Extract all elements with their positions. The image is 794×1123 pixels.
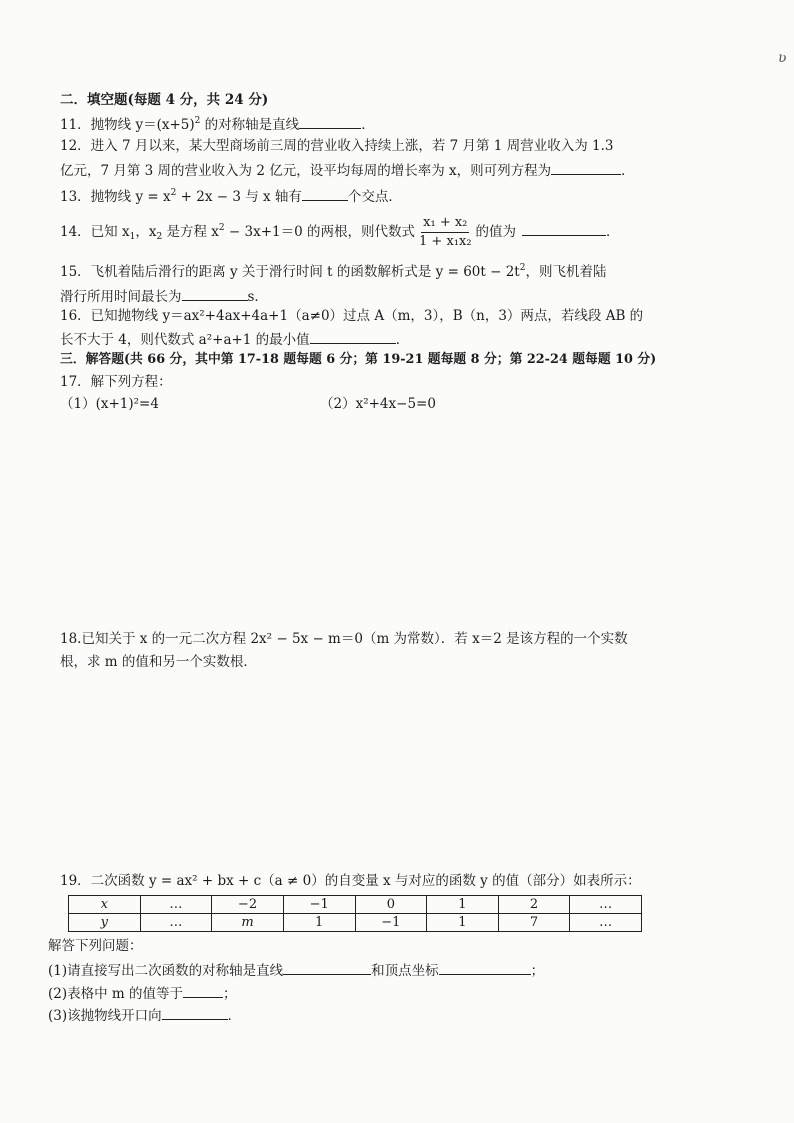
q16-text-b: ． [395,332,410,348]
question-15-line1: 15．飞机着陆后滑行的距离 y 关于滑行时间 t 的函数解析式是 $y = 60t - 2t^2$，则飞机着陆 [60,263,607,280]
q19-sub2 [48,983,237,1003]
table-row [69,914,642,932]
corner-mark: ʋ [778,50,787,66]
question-19-intro: 19．二次函数 y = ax² + bx + c（a ≠ 0）的自变量 x 与对应的函数 y 的值（部分）如表所示： [60,873,641,889]
q11-text-c: ． [361,117,375,133]
table-cell: 0 [355,896,427,914]
q19-sub3-text-b: ． [227,1008,242,1024]
q19-value-table [68,895,642,932]
table-cell: −2 [212,896,284,914]
question-14: 14．已知 $x_1$，$x_2$ 是方程 $x^2 - 3x+1=0$ 的两根，则代数式 $\frac{\text{x₁ + x₂}}{\text{1 + x₁x₂}}$ 的值为 ． [60,215,620,249]
q19-opening-blank[interactable] [162,1005,228,1020]
q19-m-blank[interactable] [183,983,223,998]
question-16-line1: 16．已知抛物线 y＝ax²+4ax+4a+1（a≠0）过点 A（m，3），B（n，3）两点，若线段 AB 的 [60,308,644,324]
question-12-line1: 12．进入 7 月以来，某大型商场前三周的营业收入持续上涨，若 7 月第 1 周营业收入为 1.3 [60,138,614,154]
q19-vertex-blank[interactable] [439,960,531,975]
q15-text-a: 15．飞机着陆后滑行的距离 y 关于滑行时间 t 的函数解析式是 y = 60t − 2t [60,264,520,280]
q16-text-a: 长不大于 4，则代数式 a²+a+1 的最小值 [60,332,310,348]
table-cell: −1 [355,914,427,932]
question-18-line2: 根，求 m 的值和另一个实数根． [60,654,257,670]
q19-sub3 [48,1005,241,1025]
question-17-title: 17．解下列方程： [60,374,172,390]
q19-sub3-text-a: (3)该抛物线开口向 [48,1008,162,1024]
q14-text-f: ． [606,224,620,240]
table-cell: … [570,914,642,932]
q12-text-a: 亿元，7 月第 3 周的营业收入为 2 亿元，设平均每周的增长率为 x，则可列方程为 [60,163,552,179]
q14-text-c: 是方程 x [162,224,219,240]
table-cell: y [69,914,141,932]
q19-sub1-text-b: 和顶点坐标 [371,963,439,979]
table-cell: … [140,914,212,932]
q12-answer-blank[interactable] [551,160,621,175]
table-cell: 1 [427,914,499,932]
question-17-part2: （2）x²+4x−5=0 [320,396,436,412]
section2-title: 二．填空题(每题 4 分，共 24 分) [60,92,269,108]
table-row [69,896,642,914]
q14-answer-blank[interactable] [522,221,606,236]
q13-text-a: 13．抛物线 y = x [60,189,171,205]
question-11: 11．抛物线 $y=(x+5)^2$ 的对称轴是直线 ． [60,116,375,133]
table-cell: 1 [427,896,499,914]
q15-text-b: ，则飞机着陆 [525,264,607,280]
table-cell: … [570,896,642,914]
question-18-line1: 18.已知关于 x 的一元二次方程 2x² − 5x − m＝0（m 为常数）．若 x＝2 是该方程的一个实数 [60,631,628,647]
q15-answer-blank[interactable] [182,286,248,301]
question-16-line2 [60,329,409,349]
q16-answer-blank[interactable] [310,329,396,344]
q11-text-a: 11．抛物线 y＝(x+5) [60,117,195,133]
question-13: 13．抛物线 $y = x^2 + 2x - 3$ 与 x 轴有 个交点． [60,188,402,205]
q19-prompt: 解答下列问题： [48,938,143,954]
q14-fraction [417,215,474,250]
table-cell: … [140,896,212,914]
q14-numerator: x₁ + x₂ [421,215,469,233]
table-cell: 2 [498,896,570,914]
q12-text-b: ． [621,163,635,179]
section3-title: 三．解答题(共 66 分，其中第 17-18 题每题 6 分；第 19-21 题每题 8 分；第 22-24 题每题 10 分) [60,352,657,367]
q14-text-b: ，x [135,224,157,240]
q19-sub2-text-a: (2)表格中 m 的值等于 [48,986,184,1002]
q19-axis-blank[interactable] [283,960,371,975]
question-12-line2 [60,160,635,180]
q13-text-b: + 2x − 3 与 x 轴有 [176,189,302,205]
q13-text-c: 个交点． [347,189,402,205]
table-cell: x [69,896,141,914]
q14-text-d: − 3x+1＝0 的两根，则代数式 [224,224,416,240]
table-cell: m [212,914,284,932]
q19-sub1 [48,960,544,980]
table-cell: 7 [498,914,570,932]
table-cell: −1 [283,896,355,914]
q19-sub1-text-a: (1)请直接写出二次函数的对称轴是直线 [48,963,284,979]
question-15-line2 [60,286,268,306]
q14-text-a: 14．已知 x [60,224,130,240]
q14-text-e: 的值为 [475,224,517,240]
q19-sub1-text-c: ； [530,963,545,979]
q13-answer-blank[interactable] [302,186,348,201]
q19-sub2-text-b: ； [223,986,237,1002]
question-17-part1: （1）(x+1)²=4 [60,396,159,412]
table-cell: 1 [283,914,355,932]
q11-text-b: 的对称轴是直线 [200,117,300,133]
q15-text-c: 滑行所用时间最长为 [60,289,182,305]
q14-denominator: 1 + x₁x₂ [419,234,472,249]
q15-text-d: s． [247,289,268,305]
q11-answer-blank[interactable] [299,114,361,129]
